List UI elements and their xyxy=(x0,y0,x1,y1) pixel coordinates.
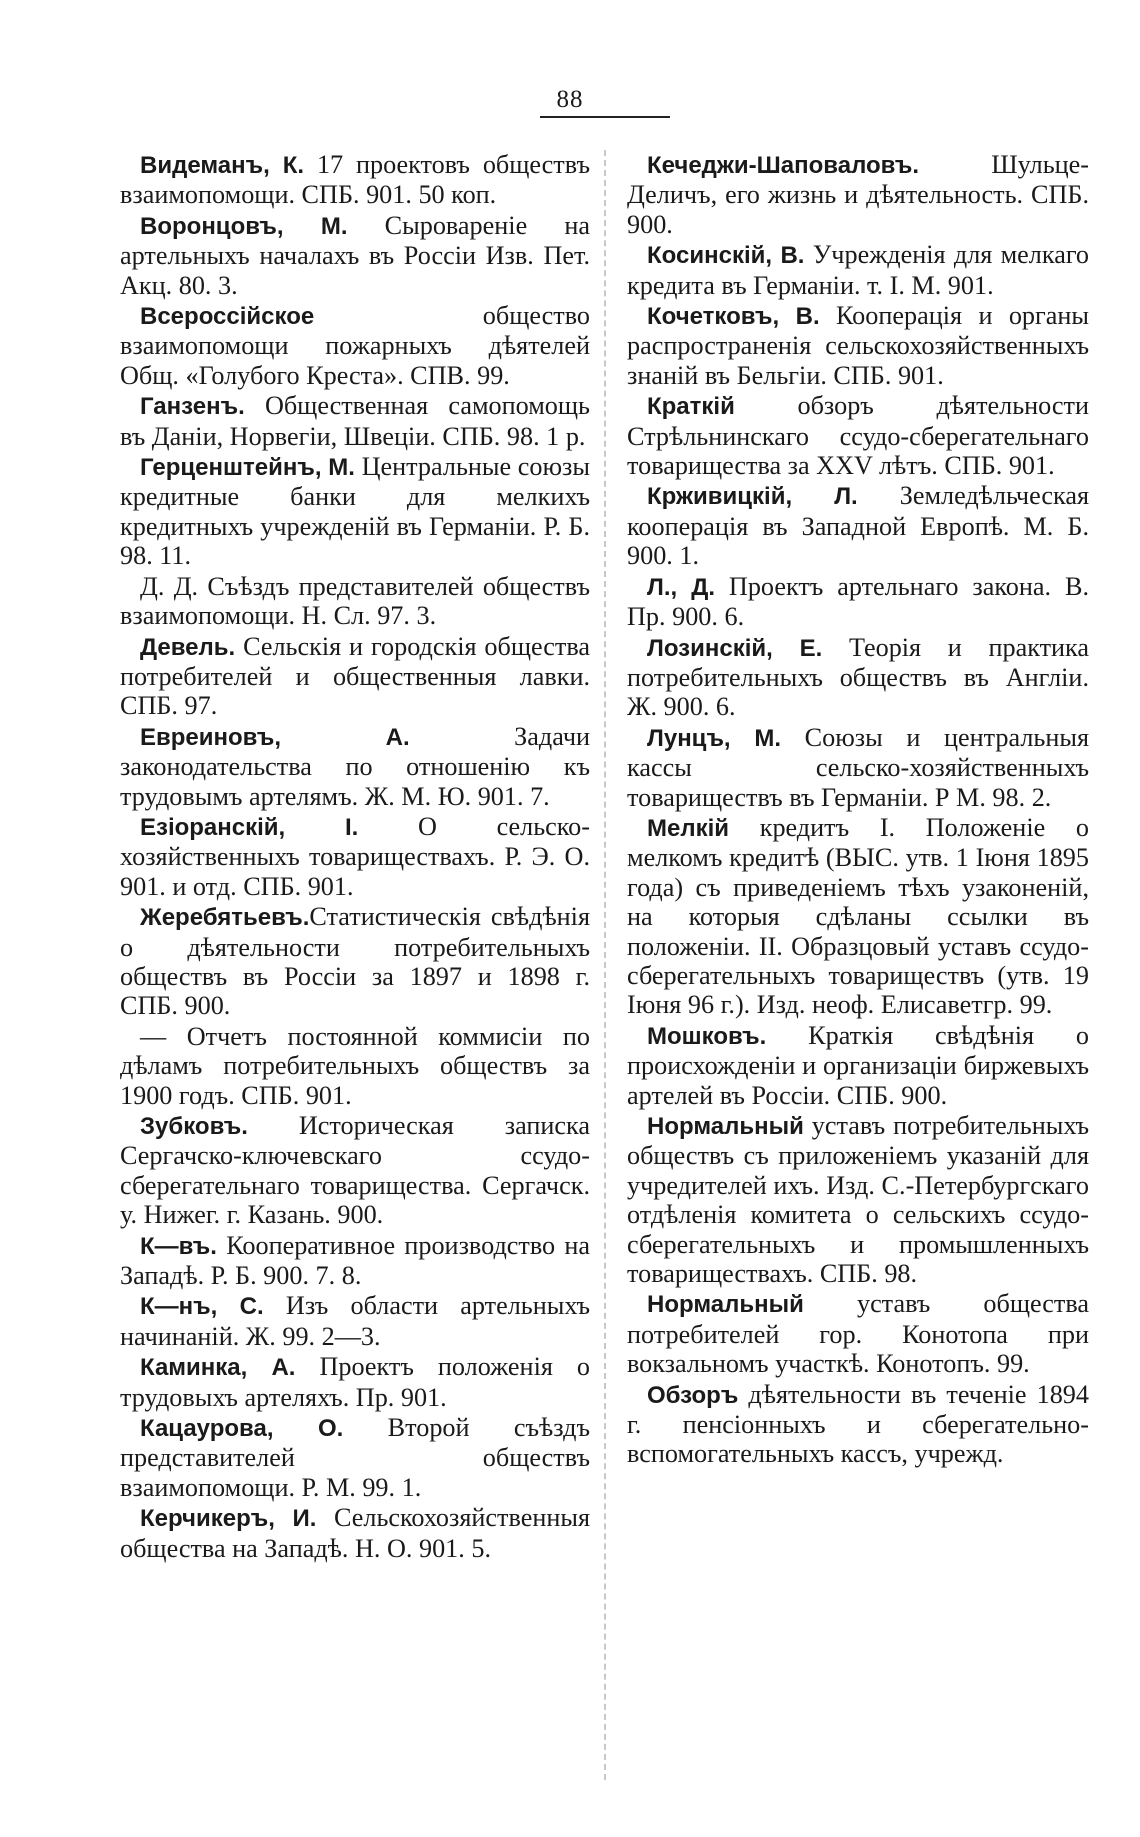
entry-text: Общественная самопомощь въ Даніи, Норвегіи, Швеціи. СПБ. 98. 1 р. xyxy=(120,391,590,451)
entry-text: Земледѣльческая кооперація въ Западной Европѣ. М. Б. 900. 1. xyxy=(627,481,1089,571)
entry-author: Нормальный xyxy=(647,1291,804,1319)
right-column xyxy=(627,150,1089,1470)
entry-author: Воронцовъ, М. xyxy=(140,212,348,240)
entry-text: общество взаимопомощи пожарныхъ дѣятелей Общ. «Голубого Креста». СПВ. 99. xyxy=(120,301,590,390)
entry-author: Каминка, А. xyxy=(140,1354,296,1382)
entry-author: Евреиновъ, А. xyxy=(140,723,410,751)
entry-author: Лозинскій, Е. xyxy=(647,634,823,662)
column-divider xyxy=(604,150,606,1780)
entry-author: Мелкій xyxy=(647,814,730,842)
bibliography-entry xyxy=(627,813,1089,1020)
entry-text: уставъ потребительныхъ обществъ съ приложеніемъ указаній для учредителей ихъ. Изд. С.-Петербургскаго отдѣленія комитета о сельскихъ ссудо-сберегательныхъ и промышленныхъ товариществахъ. СПБ. 98. xyxy=(627,1111,1089,1289)
bibliography-entry xyxy=(120,301,590,390)
entry-text: О сельско-хозяйственныхъ товариществахъ. Р. Э. О. 901. и отд. СПБ. 901. xyxy=(120,811,590,901)
entry-author: Лунцъ, М. xyxy=(647,724,782,752)
entry-text: Учрежденія для мелкаго кредита въ Германіи. т. I. М. 901. xyxy=(627,240,1089,300)
entry-text: Проектъ положенія о трудовыхъ артеляхъ. Пр. 901. xyxy=(120,1352,590,1412)
entry-text: 17 проектовъ обществъ взаимопомощи. СПБ. 901. 50 коп. xyxy=(120,150,590,210)
entry-author: Езіоранскій, І. xyxy=(140,813,359,841)
entry-text: — Отчетъ постоянной коммисіи по дѣламъ потребительныхъ обществъ за 1900 годъ. СПБ. 901. xyxy=(120,1021,590,1110)
entry-text: Д. Д. Съѣздъ представителей обществъ взаимопомощи. Н. Сл. 97. 3. xyxy=(120,571,590,631)
entry-text: Союзы и центральныя кассы сельско-хозяйственныхъ товариществъ въ Германіи. Р М. 98. 2. xyxy=(627,722,1089,812)
entry-text: Кооперація и органы распространенія сельскохозяйственныхъ знаній въ Бельгіи. СПБ. 901. xyxy=(627,301,1089,390)
entry-author: Видеманъ, К. xyxy=(140,152,305,179)
bibliography-entry xyxy=(120,1352,590,1412)
entry-author: Кечеджи-Шаповаловъ. xyxy=(647,152,919,179)
bibliography-entry xyxy=(627,481,1089,570)
entry-text: уставъ общества потребителей гор. Конотопа при вокзальномъ участкѣ. Конотопъ. 99. xyxy=(627,1289,1089,1379)
entry-text: Кооперативное производство на Западѣ. Р. Б. 900. 7. 8. xyxy=(120,1230,590,1291)
bibliography-entry xyxy=(627,1021,1089,1110)
entry-author: Герценштейнъ, М. xyxy=(140,454,355,482)
bibliography-entry xyxy=(627,723,1089,812)
entry-text: Теорія и практика потребительныхъ обществъ въ Англіи. Ж. 900. 6. xyxy=(627,632,1089,722)
entry-text: Историческая записка Сергачско-ключевскаго ссудо-сберегательнаго товарищества. Сергачск. у. Нижег. г. Казань. 900. xyxy=(120,1111,590,1230)
entry-text: Задачи законодательства по отношенію къ трудовымъ артелямъ. Ж. М. Ю. 901. 7. xyxy=(120,721,591,811)
bibliography-entry xyxy=(120,1503,590,1563)
bibliography-entry xyxy=(627,240,1089,300)
entry-text: Сельскія и городскія общества потребителей и общественныя лавки. СПБ. 97. xyxy=(120,631,590,721)
entry-text: Центральные союзы кредитные банки для мелкихъ кредитныхъ учрежденій въ Германіи. Р. Б. 98. 11. xyxy=(120,452,590,571)
bibliography-entry xyxy=(120,572,590,631)
bibliography-entry xyxy=(120,1111,590,1230)
bibliography-entry xyxy=(120,902,590,1021)
entry-text: Второй съѣздъ представителей обществъ взаимопомощи. Р. М. 99. 1. xyxy=(120,1413,591,1502)
header-rule xyxy=(540,116,670,118)
entry-text: Изъ области артельныхъ начинаній. Ж. 99. 2—3. xyxy=(120,1291,590,1351)
bibliography-entry xyxy=(120,1231,590,1291)
entry-author: Жеребятьевъ. xyxy=(140,904,310,932)
bibliography-entry xyxy=(627,572,1089,632)
entry-text: Сельскохозяйственныя общества на Западѣ. Н. О. 901. 5. xyxy=(120,1503,591,1563)
entry-author: Кацаурова, О. xyxy=(140,1415,344,1443)
bibliography-entry xyxy=(627,391,1089,480)
bibliography-entry xyxy=(120,1413,590,1502)
entry-author: Крживицкій, Л. xyxy=(647,483,858,511)
bibliography-entry xyxy=(120,1291,590,1351)
bibliography-entry xyxy=(627,1289,1089,1378)
bibliography-entry xyxy=(120,722,590,811)
bibliography-entry xyxy=(627,301,1089,390)
entry-author: Зубковъ. xyxy=(140,1113,248,1140)
entry-text: кредитъ І. Положеніе о мелкомъ кредитѣ (ВЫС. утв. 1 Іюня 1895 года) съ приведеніемъ тѣхъ узаконеній, на которыя сдѣланы ссылки въ положеніи. II. Образцовый уставъ ссудо-сберегательныхъ товариществъ (утв. 19 Іюня 96 г.). Изд. неоф. Елисаветгр. 99. xyxy=(627,812,1089,1020)
entry-author: Обзоръ xyxy=(647,1381,739,1409)
bibliography-entry xyxy=(120,1022,590,1110)
bibliography-entry xyxy=(627,1380,1089,1469)
bibliography-entry xyxy=(120,452,590,571)
bibliography-entry xyxy=(120,632,590,721)
entry-text: Сыровареніе на артельныхъ началахъ въ Россіи Изв. Пет. Акц. 80. 3. xyxy=(120,210,590,300)
left-column xyxy=(120,150,590,1564)
entry-author: Краткій xyxy=(647,393,735,421)
bibliography-entry xyxy=(627,633,1089,722)
bibliography-entry xyxy=(627,1111,1089,1288)
entry-author: Мошковъ. xyxy=(647,1022,767,1050)
entry-text: Статистическія свѣдѣнія о дѣятельности потребительныхъ обществъ въ Россіи за 1897 и 1898 г. СПБ. 900. xyxy=(120,902,590,1021)
entry-text: обзоръ дѣятельности Стрѣльнинскаго ссудо-сберегательнаго товарищества за XXV лѣтъ. СПБ. 901. xyxy=(627,391,1089,481)
bibliography-entry xyxy=(120,812,590,901)
entry-author: Кочетковъ, В. xyxy=(647,303,820,331)
entry-author: Нормальный xyxy=(647,1113,804,1140)
entry-author: К—нъ, С. xyxy=(140,1293,264,1321)
entry-author: Керчикеръ, И. xyxy=(140,1505,317,1533)
entry-author: Ганзенъ. xyxy=(140,393,245,421)
bibliography-entry xyxy=(120,150,590,210)
bibliography-entry xyxy=(120,391,590,451)
bibliography-entry xyxy=(627,150,1089,239)
entry-text: Проектъ артельнаго закона. В. Пр. 900. 6. xyxy=(627,571,1089,632)
entry-author: Косинскій, В. xyxy=(647,242,805,270)
page-number: 88 xyxy=(556,86,584,113)
entry-author: Всероссійское xyxy=(140,303,315,331)
entry-author: Девель. xyxy=(140,633,236,661)
entry-text: дѣятельности въ теченіе 1894 г. пенсіонныхъ и сберегательно-вспомогательныхъ кассъ, учрежд. xyxy=(627,1379,1089,1469)
bibliography-entry xyxy=(120,211,590,300)
entry-text: Шульце-Деличъ, его жизнь и дѣятельность. СПБ. 900. xyxy=(627,150,1089,239)
entry-author: Л., Д. xyxy=(647,573,715,601)
entry-author: К—въ. xyxy=(140,1232,217,1260)
entry-text: Краткія свѣдѣнія о происхожденіи и организаціи биржевыхъ артелей въ Россіи. СПБ. 900. xyxy=(627,1020,1089,1110)
